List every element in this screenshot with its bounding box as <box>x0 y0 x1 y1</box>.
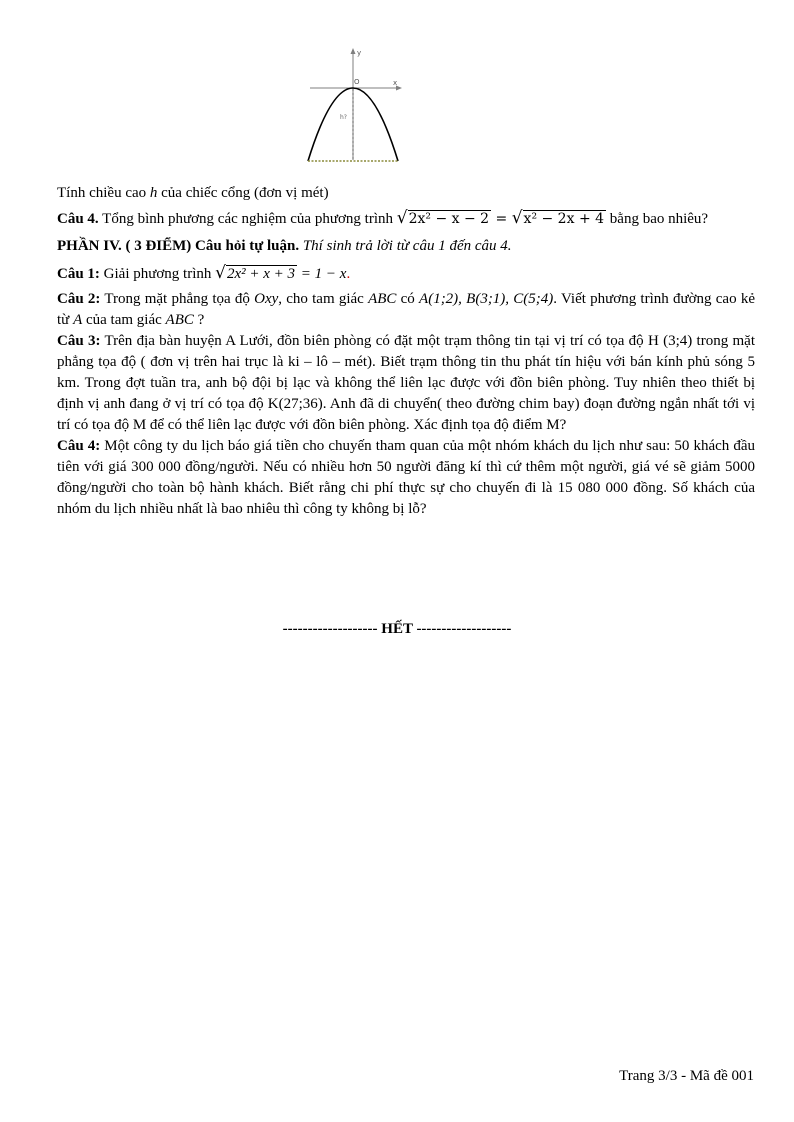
eq-right-radicand: x² − 2x + 4 <box>523 211 605 227</box>
parabola-gate-figure <box>300 44 410 168</box>
y-axis-label: y <box>357 49 362 57</box>
question-label: Câu 2: <box>57 291 101 307</box>
figure-question: Tính chiều cao h của chiếc cổng (đơn vị mét) <box>57 185 329 201</box>
section-instruction: Thí sinh trả lời từ câu 1 đến câu 4. <box>299 238 512 254</box>
origin-label: O <box>354 78 360 86</box>
radical-icon: √ <box>215 263 226 283</box>
radical-icon: √ <box>511 208 523 228</box>
page-footer: Trang 3/3 - Mã đề 001 <box>619 1068 754 1084</box>
x-axis-label: x <box>393 79 398 87</box>
document-body <box>57 183 755 520</box>
var-h: h <box>149 185 158 201</box>
question-label: Câu 1: <box>57 266 100 282</box>
parabola-graph <box>300 44 410 168</box>
question-label: Câu 3: <box>57 333 101 349</box>
y-axis-arrow-icon <box>351 48 356 54</box>
eq-left-radicand: 2x² − x − 2 <box>408 211 490 227</box>
radical-icon: √ <box>396 208 408 228</box>
question-1: Câu 1: Giải phương trình √2x² + x + 3 = 1 − x. <box>57 263 351 283</box>
question-4: Câu 4: Một công ty du lịch báo giá tiền cho chuyến tham quan của một nhóm khách du lịch như sau: 50 khách đầu tiên với giá 300 000 đồng/người. Nếu có nhiều hơn 50 người đăng kí thì cứ thêm một người, giá vé sẽ giảm 5000 đồng/người cho toàn bộ hành khách. Biết rằng chi phí thực sự cho chuyến đi là 15 080 000 đồng. Số khách của nhóm du lịch nhiều nhất là bao nhiêu thì công ty không bị lỗ? <box>57 438 755 517</box>
question-label: Câu 4: <box>57 438 101 454</box>
question-3: Câu 3: Trên địa bàn huyện A Lưới, đồn biên phòng có đặt một trạm thông tin tại vị trí có tọa độ H (3;4) trong mặt phẳng tọa độ ( đơn vị trên hai trục là ki – lô – mét). Biết trạm thông tin thu phát tín hiệu với bán kính phủ sóng 5 km. Trong đợt tuần tra, anh bộ đội bị lạc và không thể liên lạc được với đồn biên phòng. Tuy nhiên theo thiết bị định vị anh đang ở vị trí có tọa độ K(27;36). Anh đã di chuyển( theo đường chim bay) đoạn đường ngắn nhất tới vị trí có tọa độ M để có thể liên lạc được với đồn biên phòng. Xác định tọa độ điểm M? <box>57 333 755 433</box>
part-4-heading <box>57 236 755 257</box>
height-label: h? <box>340 114 347 121</box>
end-marker: ------------------- HẾT ------------------- <box>282 621 512 637</box>
question-label: Câu 4. <box>57 211 99 227</box>
section-title: PHẦN IV. ( 3 ĐIỂM) Câu hỏi tự luận. <box>57 238 300 254</box>
question-2: Câu 2: Trong mặt phẳng tọa độ Oxy, cho tam giác ABC có A(1;2), B(3;1), C(5;4). Viết phương trình đường cao kẻ từ A của tam giác ABC ? <box>57 291 755 328</box>
question-4-part3: Câu 4. Tổng bình phương các nghiệm của phương trình √2x² − x − 2 = √x² − 2x + 4 bằng bao nhiêu? <box>57 208 709 228</box>
triangle-points: A(1;2), B(3;1), C(5;4) <box>419 291 554 307</box>
q1-radicand: 2x² + x + 3 <box>226 266 296 282</box>
